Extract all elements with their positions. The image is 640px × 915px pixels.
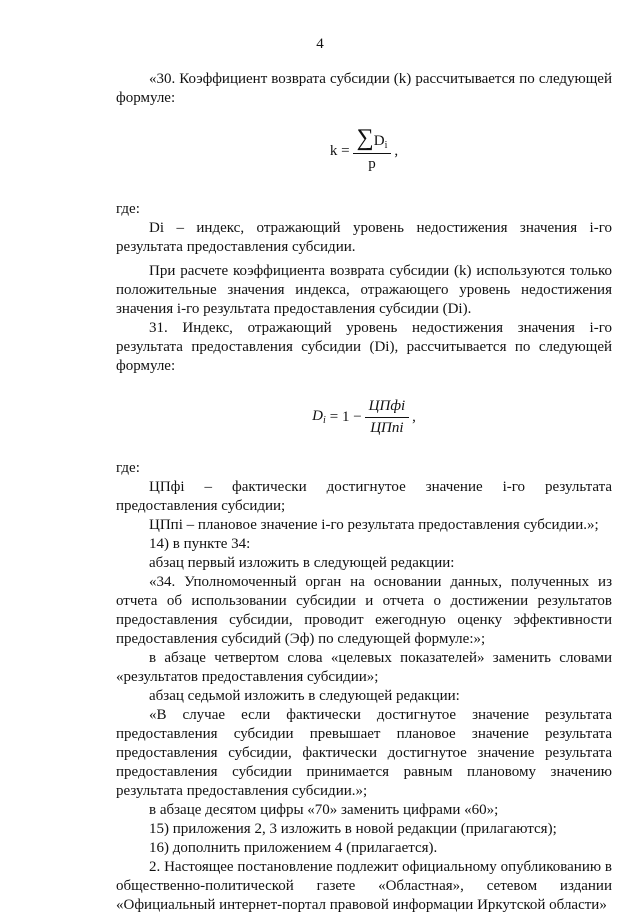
paragraph-abz4: в абзаце четвертом слова «целевых показателей» заменить словами «результатов предоставления субсидии»; xyxy=(116,650,612,685)
formula-di-fraction xyxy=(365,397,409,438)
paragraph-abz1: абзац первый изложить в следующей редакции: xyxy=(149,555,455,571)
formula-k-numerator: $\sum D_i$ xyxy=(353,128,392,154)
formula-di-denominator: ЦПпi xyxy=(370,419,404,436)
formula-k-denominator: p xyxy=(368,156,376,172)
paragraph-abz7: абзац седьмой изложить в следующей редакции: xyxy=(149,688,460,704)
formula-k-trail: , xyxy=(394,142,399,159)
paragraph-31: 31. Индекс, отражающий уровень недостижения значения i-го результата предоставления субсидии (Di), рассчитывается по следующей формуле: xyxy=(116,320,612,374)
paragraph-30: «30. Коэффициент возврата субсидии (k) рассчитывается по следующей формуле: xyxy=(116,71,612,106)
formula-di xyxy=(116,388,612,446)
paragraph-quote7: «В случае если фактически достигнутое значение результата предоставления субсидии превышает плановое значение результата предоставления субсидии, фактически достигнутое значение результата предоставления субсидии принимается равным плановому значению результата предоставления субсидии.»; xyxy=(116,707,612,799)
item-16: 16) дополнить приложением 4 (прилагается). xyxy=(149,840,438,856)
document-body xyxy=(116,68,612,915)
formula-di-numerator: ЦПфi xyxy=(365,397,409,418)
di-definition: Di – индекс, отражающий уровень недостижения значения i-го результата предоставления субсидии. xyxy=(116,220,612,255)
item-2: 2. Настоящее постановление подлежит официальному опубликованию в общественно-политической газете «Областная», сетевом издании «Официальный интернет-портал правовой информации Иркутской области» xyxy=(116,859,612,913)
formula-di-eq: = 1 − xyxy=(329,408,362,425)
item-15: 15) приложения 2, 3 изложить в новой редакции (прилагаются); xyxy=(149,821,557,837)
formula-k-fraction xyxy=(353,125,392,174)
cppi-definition: ЦПпi – плановое значение i-го результата предоставления субсидии.»; xyxy=(149,517,599,533)
paragraph-34: «34. Уполномоченный орган на основании данных, полученных из отчета об использовании субсидии и отчета о достижении результатов предоставления субсидии, проводит ежегодную оценку эффективности предоставления субсидий (Эф) по следующей формуле:»; xyxy=(116,574,612,647)
formula-di-lhs: $D_i$ xyxy=(312,408,326,426)
formula-k-lhs: k = xyxy=(329,142,350,159)
item-14: 14) в пункте 34: xyxy=(149,536,251,552)
formula-di-trail: , xyxy=(412,408,416,425)
cpfi-definition: ЦПфi – фактически достигнутое значение i-го результата предоставления субсидии; xyxy=(116,479,612,514)
paragraph-abz10: в абзаце десятом цифры «70» заменить цифрами «60»; xyxy=(149,802,499,818)
where-label-1: где: xyxy=(116,201,140,217)
formula-k xyxy=(116,116,612,186)
where-label-2: где: xyxy=(116,460,140,476)
paragraph-calc: При расчете коэффициента возврата субсидии (k) используются только положительные значения индекса, отражающего уровень недостижения значения i-го результата предоставления субсидии (Di). xyxy=(116,263,612,317)
page-number: 4 xyxy=(316,36,324,52)
